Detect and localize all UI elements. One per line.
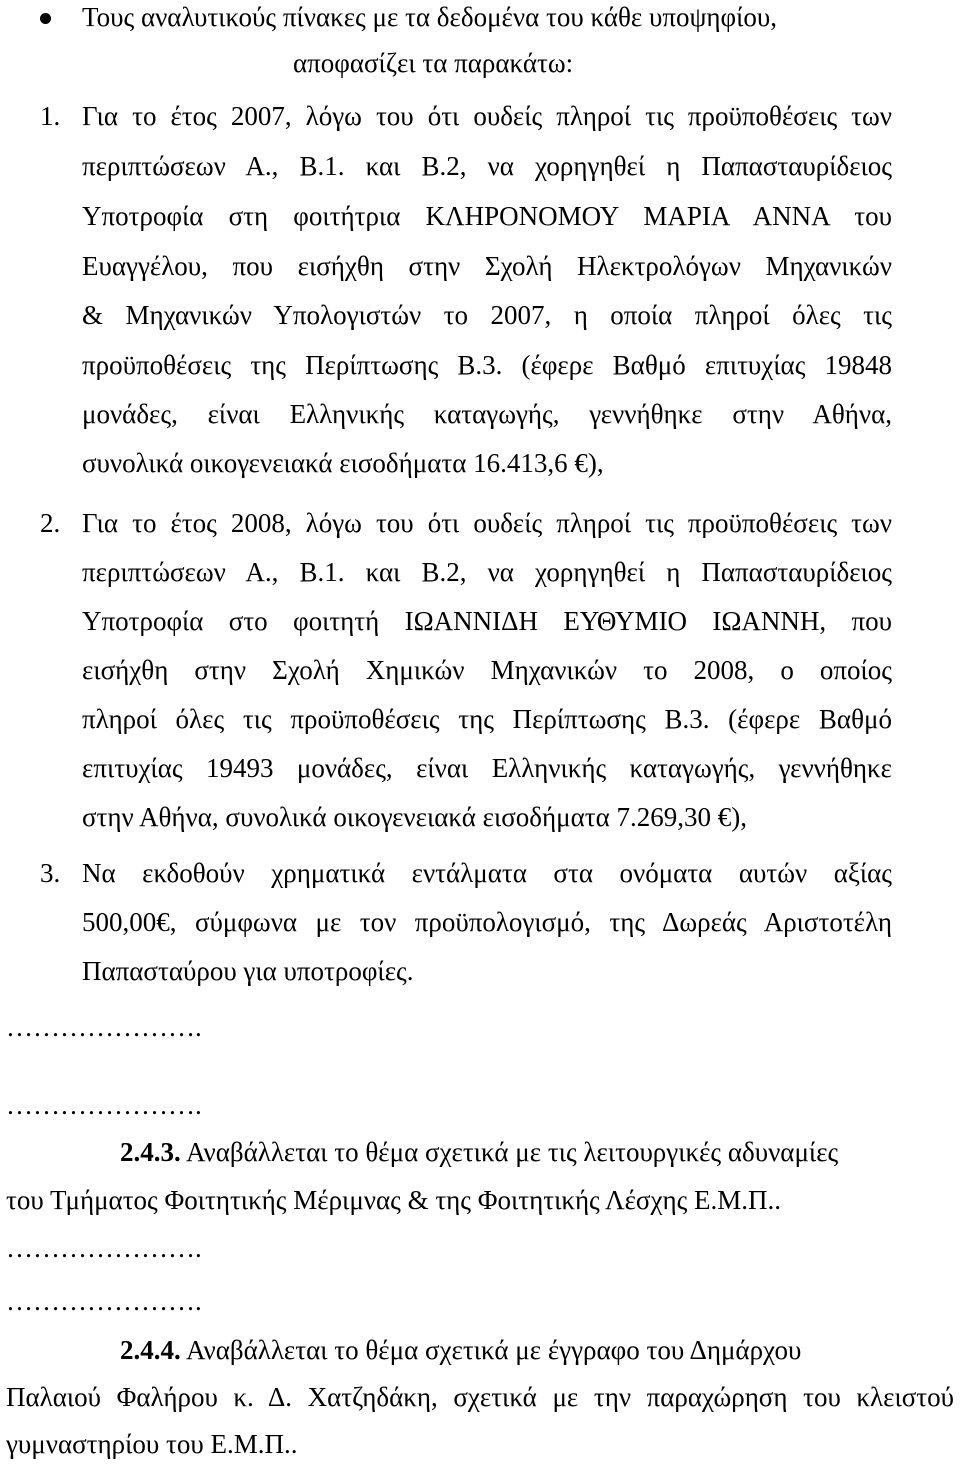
item-line: επιτυχίας 19493 μονάδες, είναι Ελληνικής καταγωγής, γεννήθηκε — [82, 753, 892, 783]
ellipsis-separator: …………………. — [6, 1012, 202, 1042]
item-number: 2. — [40, 508, 61, 538]
item-line: περιπτώσεων Α., Β.1. και Β.2, να χορηγηθεί η Παπασταυρίδειος — [82, 557, 892, 587]
bullet-line: αποφασίζει τα παρακάτω: — [293, 48, 574, 78]
item-line: προϋποθέσεις της Περίπτωσης Β.3. (έφερε Βαθμό επιτυχίας 19848 — [82, 350, 892, 380]
section-text: Αναβάλλεται το θέμα σχετικά με τις λειτουργικές αδυναμίες — [186, 1137, 839, 1167]
section-line: γυμναστηρίου του Ε.Μ.Π.. — [6, 1429, 298, 1459]
item-number: 1. — [40, 101, 61, 131]
section-line — [120, 1136, 838, 1168]
item-line: πληροί όλες τις προϋποθέσεις της Περίπτωσης Β.3. (έφερε Βαθμό — [82, 704, 892, 734]
item-line: συνολικά οικογενειακά εισοδήματα 16.413,6 €), — [82, 448, 604, 478]
item-line: 500,00€, σύμφωνα με τον προϋπολογισμό, της Δωρεάς Αριστοτέλη — [82, 907, 892, 937]
item-line: περιπτώσεων Α., Β.1. και Β.2, να χορηγηθεί η Παπασταυρίδειος — [82, 151, 892, 181]
item-line: Υποτροφία στο φοιτητή ΙΩΑΝΝΙΔΗ ΕΥΘΥΜΙΟ ΙΩΑΝΝΗ, που — [82, 606, 892, 636]
ellipsis-separator: …………………. — [6, 1233, 202, 1263]
ellipsis-separator: …………………. — [6, 1090, 202, 1120]
section-text: Αναβάλλεται το θέμα σχετικά με έγγραφο του Δημάρχου — [186, 1335, 802, 1365]
item-number: 3. — [40, 858, 61, 888]
section-line — [120, 1334, 801, 1366]
item-line: στην Αθήνα, συνολικά οικογενειακά εισοδήματα 7.269,30 €), — [82, 802, 747, 832]
section-line: Παλαιού Φαλήρου κ. Δ. Χατζηδάκη, σχετικά με την παραχώρηση του κλειστού — [6, 1382, 954, 1412]
item-line: εισήχθη στην Σχολή Χημικών Μηχανικών το 2008, ο οποίος — [82, 655, 892, 685]
item-line: Να εκδοθούν χρηματικά εντάλματα στα ονόματα αυτών αξίας — [82, 858, 892, 888]
item-line: μονάδες, είναι Ελληνικής καταγωγής, γεννήθηκε στην Αθήνα, — [82, 399, 892, 429]
item-line: Υποτροφία στη φοιτήτρια ΚΛΗΡΟΝΟΜΟΥ ΜΑΡΙΑ ΑΝΝΑ του — [82, 201, 892, 231]
item-line: Για το έτος 2007, λόγω του ότι ουδείς πληροί τις προϋποθέσεις των — [82, 101, 892, 131]
ellipsis-separator: …………………. — [6, 1286, 202, 1316]
bullet-line: Τους αναλυτικούς πίνακες με τα δεδομένα του κάθε υποψηφίου, — [82, 2, 777, 32]
section-number: 2.4.4. — [120, 1335, 181, 1365]
item-line: Παπασταύρου για υποτροφίες. — [82, 956, 414, 986]
item-line: & Μηχανικών Υπολογιστών το 2007, η οποία πληροί όλες τις — [82, 300, 892, 330]
item-line: Ευαγγέλου, που εισήχθη στην Σχολή Ηλεκτρολόγων Μηχανικών — [82, 251, 892, 281]
bullet-icon — [40, 13, 51, 24]
section-line: του Τμήματος Φοιτητικής Μέριμνας & της Φοιτητικής Λέσχης Ε.Μ.Π.. — [6, 1185, 782, 1215]
section-number: 2.4.3. — [120, 1137, 181, 1167]
item-line: Για το έτος 2008, λόγω του ότι ουδείς πληροί τις προϋποθέσεις των — [82, 508, 892, 538]
